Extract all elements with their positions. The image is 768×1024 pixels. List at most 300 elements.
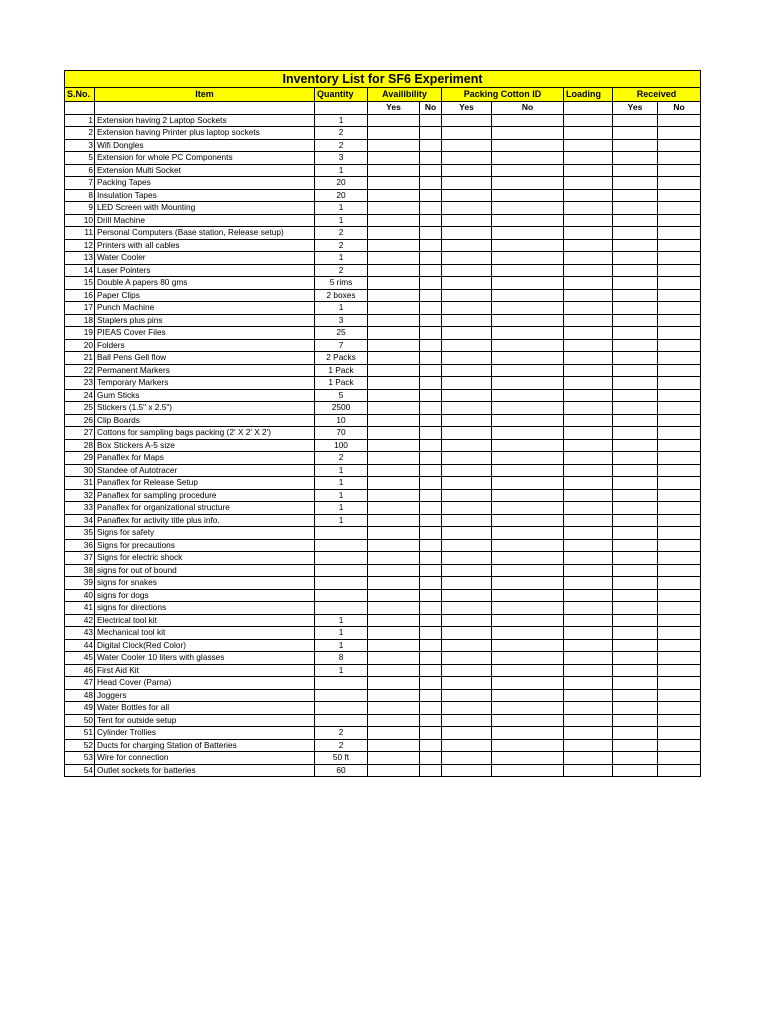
sno-cell: 5 [65, 152, 95, 165]
sno-cell: 43 [65, 627, 95, 640]
loading-cell [564, 439, 613, 452]
received-no-cell [658, 439, 701, 452]
table-row [65, 277, 701, 290]
quantity-cell: 2 [315, 264, 368, 277]
received-no-cell [658, 252, 701, 265]
received-yes-cell [613, 227, 658, 240]
packing-yes-cell [442, 177, 492, 190]
availability-no-cell [420, 702, 442, 715]
packing-yes-cell [442, 327, 492, 340]
item-cell: Paper Clips [95, 289, 315, 302]
availability-no-cell [420, 577, 442, 590]
loading-cell [564, 239, 613, 252]
sno-cell: 37 [65, 552, 95, 565]
sno-cell: 36 [65, 539, 95, 552]
item-cell: Ball Pens Gell flow [95, 352, 315, 365]
item-cell: Mechanical tool kit [95, 627, 315, 640]
table-row [65, 402, 701, 415]
availability-no-cell [420, 689, 442, 702]
received-yes-cell [613, 452, 658, 465]
table-row [65, 377, 701, 390]
availability-no-cell [420, 352, 442, 365]
availability-yes-cell [368, 639, 420, 652]
availability-yes-cell [368, 564, 420, 577]
sno-cell: 27 [65, 427, 95, 440]
loading-cell [564, 277, 613, 290]
availability-no-cell [420, 139, 442, 152]
table-row [65, 552, 701, 565]
loading-cell [564, 664, 613, 677]
loading-cell [564, 127, 613, 140]
availability-yes-cell [368, 202, 420, 215]
packing-no-cell [492, 164, 564, 177]
availability-no-cell [420, 439, 442, 452]
item-cell: signs for dogs [95, 589, 315, 602]
subheader-packing-no: No [492, 102, 564, 115]
quantity-cell [315, 552, 368, 565]
quantity-cell [315, 564, 368, 577]
header-availability: Availibility [368, 88, 442, 102]
loading-cell [564, 739, 613, 752]
received-yes-cell [613, 514, 658, 527]
item-cell: First Aid Kit [95, 664, 315, 677]
sno-cell: 11 [65, 227, 95, 240]
availability-yes-cell [368, 427, 420, 440]
quantity-cell [315, 702, 368, 715]
packing-yes-cell [442, 452, 492, 465]
packing-yes-cell [442, 352, 492, 365]
received-yes-cell [613, 664, 658, 677]
availability-no-cell [420, 527, 442, 540]
quantity-cell: 2 [315, 452, 368, 465]
item-cell: Wifi Dongles [95, 139, 315, 152]
received-no-cell [658, 364, 701, 377]
loading-cell [564, 339, 613, 352]
loading-cell [564, 652, 613, 665]
item-cell: Laser Pointers [95, 264, 315, 277]
table-row [65, 727, 701, 740]
packing-yes-cell [442, 564, 492, 577]
packing-no-cell [492, 689, 564, 702]
sno-cell: 45 [65, 652, 95, 665]
quantity-cell: 2 [315, 739, 368, 752]
packing-no-cell [492, 252, 564, 265]
sno-cell: 49 [65, 702, 95, 715]
item-cell: Packing Tapes [95, 177, 315, 190]
packing-yes-cell [442, 289, 492, 302]
received-no-cell [658, 602, 701, 615]
packing-yes-cell [442, 164, 492, 177]
packing-yes-cell [442, 377, 492, 390]
received-no-cell [658, 139, 701, 152]
availability-no-cell [420, 714, 442, 727]
received-no-cell [658, 202, 701, 215]
received-yes-cell [613, 602, 658, 615]
loading-cell [564, 227, 613, 240]
loading-cell [564, 189, 613, 202]
availability-no-cell [420, 502, 442, 515]
loading-cell [564, 752, 613, 765]
received-no-cell [658, 289, 701, 302]
received-no-cell [658, 489, 701, 502]
packing-no-cell [492, 439, 564, 452]
received-no-cell [658, 539, 701, 552]
table-row [65, 339, 701, 352]
packing-yes-cell [442, 314, 492, 327]
received-yes-cell [613, 614, 658, 627]
quantity-cell [315, 589, 368, 602]
availability-no-cell [420, 677, 442, 690]
availability-yes-cell [368, 289, 420, 302]
received-yes-cell [613, 127, 658, 140]
availability-yes-cell [368, 152, 420, 165]
item-cell: Insulation Tapes [95, 189, 315, 202]
packing-yes-cell [442, 402, 492, 415]
availability-yes-cell [368, 489, 420, 502]
table-row [65, 202, 701, 215]
subheader-blank [564, 102, 613, 115]
packing-no-cell [492, 177, 564, 190]
item-cell: Box Stickers A-5 size [95, 439, 315, 452]
table-row [65, 514, 701, 527]
availability-yes-cell [368, 702, 420, 715]
quantity-cell: 2 [315, 239, 368, 252]
loading-cell [564, 152, 613, 165]
quantity-cell: 1 [315, 477, 368, 490]
table-row [65, 239, 701, 252]
quantity-cell: 1 [315, 114, 368, 127]
availability-yes-cell [368, 302, 420, 315]
availability-yes-cell [368, 714, 420, 727]
availability-yes-cell [368, 364, 420, 377]
availability-yes-cell [368, 502, 420, 515]
loading-cell [564, 414, 613, 427]
item-cell: Panaflex for activity title plus info. [95, 514, 315, 527]
received-no-cell [658, 402, 701, 415]
table-row [65, 289, 701, 302]
received-yes-cell [613, 739, 658, 752]
sno-cell: 22 [65, 364, 95, 377]
received-no-cell [658, 564, 701, 577]
item-cell: Folders [95, 339, 315, 352]
availability-yes-cell [368, 652, 420, 665]
table-row [65, 764, 701, 777]
sno-cell: 9 [65, 202, 95, 215]
loading-cell [564, 489, 613, 502]
availability-no-cell [420, 264, 442, 277]
received-no-cell [658, 702, 701, 715]
loading-cell [564, 539, 613, 552]
quantity-cell: 1 [315, 664, 368, 677]
packing-yes-cell [442, 764, 492, 777]
availability-yes-cell [368, 189, 420, 202]
received-yes-cell [613, 177, 658, 190]
table-row [65, 464, 701, 477]
table-row [65, 714, 701, 727]
loading-cell [564, 514, 613, 527]
packing-yes-cell [442, 389, 492, 402]
sno-cell: 16 [65, 289, 95, 302]
availability-no-cell [420, 739, 442, 752]
header-packing-cotton-id: Packing Cotton ID [442, 88, 564, 102]
sno-cell: 50 [65, 714, 95, 727]
packing-no-cell [492, 502, 564, 515]
availability-yes-cell [368, 389, 420, 402]
subheader-packing-yes: Yes [442, 102, 492, 115]
item-cell: Extension for whole PC Components [95, 152, 315, 165]
availability-no-cell [420, 552, 442, 565]
received-yes-cell [613, 302, 658, 315]
quantity-cell [315, 714, 368, 727]
received-yes-cell [613, 764, 658, 777]
availability-yes-cell [368, 439, 420, 452]
loading-cell [564, 577, 613, 590]
sno-cell: 48 [65, 689, 95, 702]
received-no-cell [658, 302, 701, 315]
item-cell: Head Cover (Parna) [95, 677, 315, 690]
table-row [65, 664, 701, 677]
received-no-cell [658, 464, 701, 477]
item-cell: PIEAS Cover Files [95, 327, 315, 340]
packing-yes-cell [442, 339, 492, 352]
availability-no-cell [420, 402, 442, 415]
received-no-cell [658, 589, 701, 602]
availability-no-cell [420, 339, 442, 352]
received-yes-cell [613, 727, 658, 740]
availability-no-cell [420, 189, 442, 202]
availability-yes-cell [368, 752, 420, 765]
received-no-cell [658, 264, 701, 277]
packing-no-cell [492, 227, 564, 240]
availability-yes-cell [368, 327, 420, 340]
packing-yes-cell [442, 514, 492, 527]
item-cell: Temporary Markers [95, 377, 315, 390]
loading-cell [564, 114, 613, 127]
item-cell: Water Bottles for all [95, 702, 315, 715]
item-cell: Gum Sticks [95, 389, 315, 402]
packing-yes-cell [442, 239, 492, 252]
packing-no-cell [492, 189, 564, 202]
item-cell: Punch Machine [95, 302, 315, 315]
table-row [65, 177, 701, 190]
loading-cell [564, 702, 613, 715]
table-row [65, 227, 701, 240]
loading-cell [564, 327, 613, 340]
packing-no-cell [492, 614, 564, 627]
loading-cell [564, 477, 613, 490]
sno-cell: 35 [65, 527, 95, 540]
availability-no-cell [420, 314, 442, 327]
packing-no-cell [492, 327, 564, 340]
item-cell: Double A papers 80 gms [95, 277, 315, 290]
availability-no-cell [420, 464, 442, 477]
quantity-cell: 8 [315, 652, 368, 665]
availability-yes-cell [368, 627, 420, 640]
loading-cell [564, 264, 613, 277]
packing-no-cell [492, 514, 564, 527]
table-row [65, 452, 701, 465]
packing-no-cell [492, 202, 564, 215]
received-yes-cell [613, 464, 658, 477]
item-cell: Staplers plus pins [95, 314, 315, 327]
loading-cell [564, 139, 613, 152]
table-row [65, 527, 701, 540]
packing-yes-cell [442, 139, 492, 152]
sno-cell: 3 [65, 139, 95, 152]
availability-yes-cell [368, 589, 420, 602]
packing-no-cell [492, 264, 564, 277]
quantity-cell: 100 [315, 439, 368, 452]
packing-yes-cell [442, 227, 492, 240]
received-yes-cell [613, 414, 658, 427]
item-cell: Signs for electric shock [95, 552, 315, 565]
table-row [65, 602, 701, 615]
header-quantity: Quantity [315, 88, 368, 102]
quantity-cell: 1 [315, 639, 368, 652]
sno-cell: 15 [65, 277, 95, 290]
availability-yes-cell [368, 127, 420, 140]
subheader-received-yes: Yes [613, 102, 658, 115]
packing-no-cell [492, 589, 564, 602]
availability-yes-cell [368, 614, 420, 627]
quantity-cell: 5 rims [315, 277, 368, 290]
packing-no-cell [492, 702, 564, 715]
packing-no-cell [492, 389, 564, 402]
header-item: Item [95, 88, 315, 102]
received-yes-cell [613, 539, 658, 552]
availability-yes-cell [368, 577, 420, 590]
availability-no-cell [420, 327, 442, 340]
loading-cell [564, 214, 613, 227]
received-no-cell [658, 689, 701, 702]
availability-yes-cell [368, 602, 420, 615]
packing-no-cell [492, 277, 564, 290]
item-cell: signs for out of bound [95, 564, 315, 577]
quantity-cell: 70 [315, 427, 368, 440]
item-cell: Signs for precautions [95, 539, 315, 552]
received-no-cell [658, 527, 701, 540]
received-yes-cell [613, 252, 658, 265]
availability-no-cell [420, 564, 442, 577]
packing-no-cell [492, 239, 564, 252]
packing-no-cell [492, 664, 564, 677]
sno-cell: 32 [65, 489, 95, 502]
inventory-table [64, 70, 701, 777]
quantity-cell [315, 602, 368, 615]
received-no-cell [658, 664, 701, 677]
loading-cell [564, 427, 613, 440]
availability-yes-cell [368, 527, 420, 540]
sno-cell: 42 [65, 614, 95, 627]
availability-yes-cell [368, 252, 420, 265]
received-yes-cell [613, 652, 658, 665]
sno-cell: 23 [65, 377, 95, 390]
subheader-blank [65, 102, 95, 115]
sno-cell: 14 [65, 264, 95, 277]
received-yes-cell [613, 114, 658, 127]
packing-yes-cell [442, 414, 492, 427]
table-row [65, 502, 701, 515]
quantity-cell: 1 [315, 214, 368, 227]
received-yes-cell [613, 702, 658, 715]
quantity-cell: 1 [315, 627, 368, 640]
table-row [65, 739, 701, 752]
loading-cell [564, 252, 613, 265]
availability-yes-cell [368, 214, 420, 227]
received-no-cell [658, 427, 701, 440]
sno-cell: 38 [65, 564, 95, 577]
received-no-cell [658, 227, 701, 240]
packing-no-cell [492, 714, 564, 727]
received-no-cell [658, 577, 701, 590]
packing-no-cell [492, 639, 564, 652]
table-row [65, 114, 701, 127]
availability-no-cell [420, 752, 442, 765]
packing-yes-cell [442, 152, 492, 165]
loading-cell [564, 464, 613, 477]
received-no-cell [658, 477, 701, 490]
table-row [65, 577, 701, 590]
packing-no-cell [492, 402, 564, 415]
quantity-cell [315, 577, 368, 590]
availability-yes-cell [368, 539, 420, 552]
loading-cell [564, 289, 613, 302]
sno-cell: 12 [65, 239, 95, 252]
packing-yes-cell [442, 727, 492, 740]
sno-cell: 21 [65, 352, 95, 365]
sno-cell: 34 [65, 514, 95, 527]
sno-cell: 24 [65, 389, 95, 402]
table-row [65, 439, 701, 452]
received-no-cell [658, 152, 701, 165]
packing-yes-cell [442, 639, 492, 652]
loading-cell [564, 389, 613, 402]
packing-no-cell [492, 114, 564, 127]
quantity-cell: 1 Pack [315, 377, 368, 390]
packing-no-cell [492, 527, 564, 540]
table-row [65, 652, 701, 665]
availability-no-cell [420, 614, 442, 627]
quantity-cell: 1 [315, 514, 368, 527]
item-cell: LED Screen with Mounting [95, 202, 315, 215]
sno-cell: 6 [65, 164, 95, 177]
packing-no-cell [492, 727, 564, 740]
item-cell: Panaflex for Maps [95, 452, 315, 465]
received-yes-cell [613, 427, 658, 440]
packing-yes-cell [442, 202, 492, 215]
availability-no-cell [420, 177, 442, 190]
received-yes-cell [613, 339, 658, 352]
availability-yes-cell [368, 739, 420, 752]
sno-cell: 26 [65, 414, 95, 427]
received-no-cell [658, 177, 701, 190]
availability-no-cell [420, 539, 442, 552]
received-no-cell [658, 739, 701, 752]
packing-no-cell [492, 377, 564, 390]
received-no-cell [658, 714, 701, 727]
subheader-blank [95, 102, 315, 115]
received-yes-cell [613, 689, 658, 702]
loading-cell [564, 202, 613, 215]
sno-cell: 52 [65, 739, 95, 752]
received-no-cell [658, 414, 701, 427]
received-no-cell [658, 452, 701, 465]
received-yes-cell [613, 577, 658, 590]
item-cell: Clip Boards [95, 414, 315, 427]
table-row [65, 314, 701, 327]
received-no-cell [658, 627, 701, 640]
table-row [65, 414, 701, 427]
